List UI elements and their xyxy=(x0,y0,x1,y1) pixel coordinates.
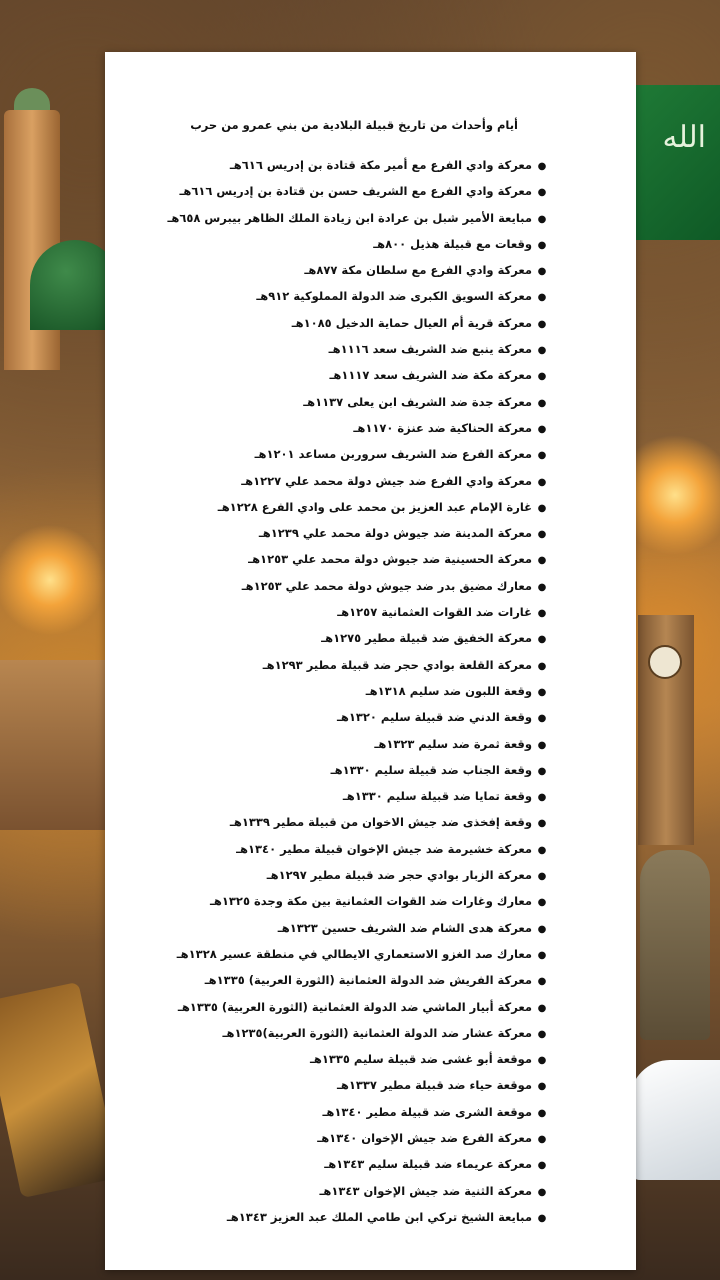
bullet-icon: ● xyxy=(537,949,547,961)
list-item xyxy=(128,652,548,678)
bullet-icon: ● xyxy=(537,634,547,646)
list-item xyxy=(128,257,548,283)
list-item-text: معركة الخفيق ضد قبيلة مطير ١٢٧٥هـ xyxy=(321,631,532,646)
event-list xyxy=(128,152,548,1230)
fortress-icon xyxy=(0,660,110,830)
list-item-text: معركة عشار ضد الدولة العثمانية (الثورة العربية)١٢٣٥هـ xyxy=(222,1025,532,1040)
list-item-text: غارات ضد القوات العثمانية ١٢٥٧هـ xyxy=(337,605,532,620)
list-item xyxy=(128,152,548,178)
bullet-icon: ● xyxy=(537,555,547,567)
firework-icon xyxy=(0,520,110,640)
bullet-icon: ● xyxy=(537,608,547,620)
list-item xyxy=(128,836,548,862)
list-item-text: معركة قرية أم العيال حماية الدخيل ١٠٨٥هـ xyxy=(291,315,532,330)
list-item-text: معركة الفرع ضد الشريف سروربن مساعد ١٢٠١هـ xyxy=(254,447,532,462)
list-item-text: معركة المدينة ضد جيوش دولة محمد علي ١٢٣٩هـ xyxy=(258,526,532,541)
list-item-text: معركة الثنية ضد جيش الإخوان ١٣٤٣هـ xyxy=(319,1183,532,1198)
list-item xyxy=(128,520,548,546)
list-item-text: معركة الفرع ضد جيش الإخوان ١٣٤٠هـ xyxy=(317,1130,532,1145)
bullet-icon: ● xyxy=(537,1107,547,1119)
list-item xyxy=(128,283,548,309)
list-item-text: معركة الزبار بوادي حجر ضد قبيلة مطير ١٢٩٧هـ xyxy=(266,868,532,883)
list-item xyxy=(128,1046,548,1072)
list-item xyxy=(128,1204,548,1230)
list-item xyxy=(128,1072,548,1098)
list-item xyxy=(128,362,548,388)
bullet-icon: ● xyxy=(537,844,547,856)
list-item-text: وقعة الجناب ضد قبيلة سليم ١٣٣٠هـ xyxy=(330,762,532,777)
bullet-icon: ● xyxy=(537,1028,547,1040)
flag-text: الله xyxy=(662,120,706,155)
list-item-text: معركة وادي الفرع مع أمير مكة قتادة بن إدريس ٦١٦هـ xyxy=(229,158,532,172)
list-item xyxy=(128,231,548,257)
bullet-icon: ● xyxy=(537,713,547,725)
list-item-text: معارك صد الغزو الاستعماري الايطالي في منطقة عسير ١٣٢٨هـ xyxy=(176,946,532,961)
list-item-text: وقعة الدني ضد قبيلة سليم ١٣٢٠هـ xyxy=(336,710,532,725)
list-item-text: معركة خشيرمة ضد جيش الإخوان قبيلة مطير ١٣٤٠هـ xyxy=(236,841,532,856)
list-item-text: معركة ينبع ضد الشريف سعد ١١١٦هـ xyxy=(328,342,532,357)
list-item xyxy=(128,205,548,231)
list-item xyxy=(128,178,548,204)
bullet-icon: ● xyxy=(537,1186,547,1198)
list-item-text: وقعة اللبون ضد سليم ١٣١٨هـ xyxy=(365,683,532,698)
bullet-icon: ● xyxy=(537,818,547,830)
list-item xyxy=(128,415,548,441)
list-item xyxy=(128,336,548,362)
bullet-icon: ● xyxy=(537,660,547,672)
bullet-icon: ● xyxy=(537,318,547,330)
saudi-flag-icon xyxy=(630,85,720,240)
document-page xyxy=(105,52,636,1270)
list-item-text: وقعة إفخذى ضد جيش الاخوان من قبيلة مطير ١٣٣٩هـ xyxy=(229,815,532,830)
bullet-icon: ● xyxy=(537,923,547,935)
list-item xyxy=(128,599,548,625)
bullet-icon: ● xyxy=(537,161,547,172)
bullet-icon: ● xyxy=(537,1212,547,1224)
bullet-icon: ● xyxy=(537,266,547,278)
list-item-text: مبايعة الأمير شبل بن عرادة ابن زيادة الملك الظاهر بيبرس ٦٥٨هـ xyxy=(167,210,532,225)
list-item-text: معركة الحناكية ضد عنزة ١١٧٠هـ xyxy=(353,420,532,435)
bullet-icon: ● xyxy=(537,239,547,251)
list-item-text: معارك وغارات ضد القوات العثمانية بين مكة وجدة ١٣٢٥هـ xyxy=(209,894,532,909)
list-item xyxy=(128,441,548,467)
bullet-icon: ● xyxy=(537,476,547,488)
list-item-text: معركة هدى الشام ضد الشريف حسين ١٣٢٣هـ xyxy=(277,920,532,935)
minaret-tower xyxy=(4,110,60,370)
page-title: أيام وأحداث من تاريخ قبيلة البلادية من بني عمرو من حرب xyxy=(190,118,518,132)
list-item xyxy=(128,757,548,783)
bullet-icon: ● xyxy=(537,897,547,909)
bullet-icon: ● xyxy=(537,345,547,357)
list-item xyxy=(128,888,548,914)
list-item-text: معركة وادي الفرع ضد جيش دولة محمد علي ١٢٢٧هـ xyxy=(241,473,532,488)
list-item-text: وقعة تمايا ضد قبيلة سليم ١٣٣٠هـ xyxy=(342,789,532,804)
bullet-icon: ● xyxy=(537,502,547,514)
list-item xyxy=(128,678,548,704)
list-item-text: معركة وادي الفرع مع سلطان مكة ٨٧٧هـ xyxy=(304,263,532,278)
bullet-icon: ● xyxy=(537,213,547,225)
list-item-text: موقعة حياء ضد قبيلة مطير ١٣٣٧هـ xyxy=(336,1078,532,1093)
bullet-icon: ● xyxy=(537,1055,547,1067)
list-item xyxy=(128,1178,548,1204)
bullet-icon: ● xyxy=(537,686,547,698)
list-item-text: معركة عريماء ضد قبيلة سليم ١٣٤٣هـ xyxy=(324,1157,532,1172)
list-item xyxy=(128,994,548,1020)
bullet-icon: ● xyxy=(537,792,547,804)
list-item-text: مبايعة الشيخ تركي ابن طامي الملك عبد العزيز ١٣٤٣هـ xyxy=(226,1209,532,1224)
list-item xyxy=(128,1020,548,1046)
bullet-icon: ● xyxy=(537,292,547,304)
bullet-icon: ● xyxy=(537,976,547,988)
list-item-text: معارك مضيق بدر ضد جيوش دولة محمد علي ١٢٥٣هـ xyxy=(241,578,532,593)
bullet-icon: ● xyxy=(537,187,547,199)
list-item xyxy=(128,494,548,520)
list-item-text: موقعة أبو غشى ضد قبيلة سليم ١٣٣٥هـ xyxy=(309,1052,532,1067)
bullet-icon: ● xyxy=(537,1002,547,1014)
train-icon xyxy=(630,1060,720,1180)
list-item-text: معركة أبيار الماشي ضد الدولة العثمانية (الثورة العربية) ١٣٣٥هـ xyxy=(177,999,532,1014)
list-item xyxy=(128,809,548,835)
list-item xyxy=(128,389,548,415)
list-item-text: موقعة الشرى ضد قبيلة مطير ١٣٤٠هـ xyxy=(322,1104,532,1119)
list-item xyxy=(128,915,548,941)
list-item xyxy=(128,862,548,888)
clock-face-icon xyxy=(648,645,682,679)
bullet-icon: ● xyxy=(537,1081,547,1093)
list-item-text: غارة الإمام عبد العزيز بن محمد على وادي الفرع ١٢٢٨هـ xyxy=(217,499,532,514)
bullet-icon: ● xyxy=(537,450,547,462)
list-item xyxy=(128,731,548,757)
bullet-icon: ● xyxy=(537,423,547,435)
list-item xyxy=(128,573,548,599)
soldier-icon xyxy=(640,850,710,1040)
list-item xyxy=(128,1151,548,1177)
list-item xyxy=(128,468,548,494)
list-item-text: معركة السويق الكبرى ضد الدولة المملوكية ٩١٢هـ xyxy=(256,289,532,304)
bullet-icon: ● xyxy=(537,871,547,883)
bullet-icon: ● xyxy=(537,529,547,541)
bullet-icon: ● xyxy=(537,765,547,777)
bullet-icon: ● xyxy=(537,1133,547,1145)
list-item xyxy=(128,967,548,993)
list-item-text: معركة الحسينية ضد جيوش دولة محمد علي ١٢٥٣هـ xyxy=(248,552,532,567)
list-item-text: معركة القلعة بوادي حجر ضد قبيلة مطير ١٢٩٣هـ xyxy=(262,657,532,672)
background-left-collage xyxy=(0,0,110,1280)
list-item xyxy=(128,941,548,967)
bullet-icon: ● xyxy=(537,397,547,409)
list-item-text: معركة مكة ضد الشريف سعد ١١١٧هـ xyxy=(329,368,532,383)
list-item xyxy=(128,704,548,730)
bullet-icon: ● xyxy=(537,1160,547,1172)
list-item xyxy=(128,310,548,336)
list-item-text: وقعة ثمرة ضد سليم ١٣٢٣هـ xyxy=(374,736,532,751)
bullet-icon: ● xyxy=(537,581,547,593)
list-item xyxy=(128,1099,548,1125)
list-item xyxy=(128,1125,548,1151)
list-item-text: وقعات مع قبيلة هذيل ٨٠٠هـ xyxy=(373,236,532,251)
list-item-text: معركة جدة ضد الشريف ابن يعلى ١١٣٧هـ xyxy=(303,394,532,409)
list-item-text: معركة الفريش ضد الدولة العثمانية (الثورة العربية) ١٣٣٥هـ xyxy=(204,973,532,988)
bullet-icon: ● xyxy=(537,739,547,751)
background-right-collage xyxy=(630,0,720,1280)
bullet-icon: ● xyxy=(537,371,547,383)
list-item xyxy=(128,546,548,572)
sword-icon xyxy=(0,982,120,1198)
list-item-text: معركة وادي الفرع مع الشريف حسن بن قتادة بن إدريس ٦١٦هـ xyxy=(179,184,532,199)
list-item xyxy=(128,625,548,651)
list-item xyxy=(128,783,548,809)
